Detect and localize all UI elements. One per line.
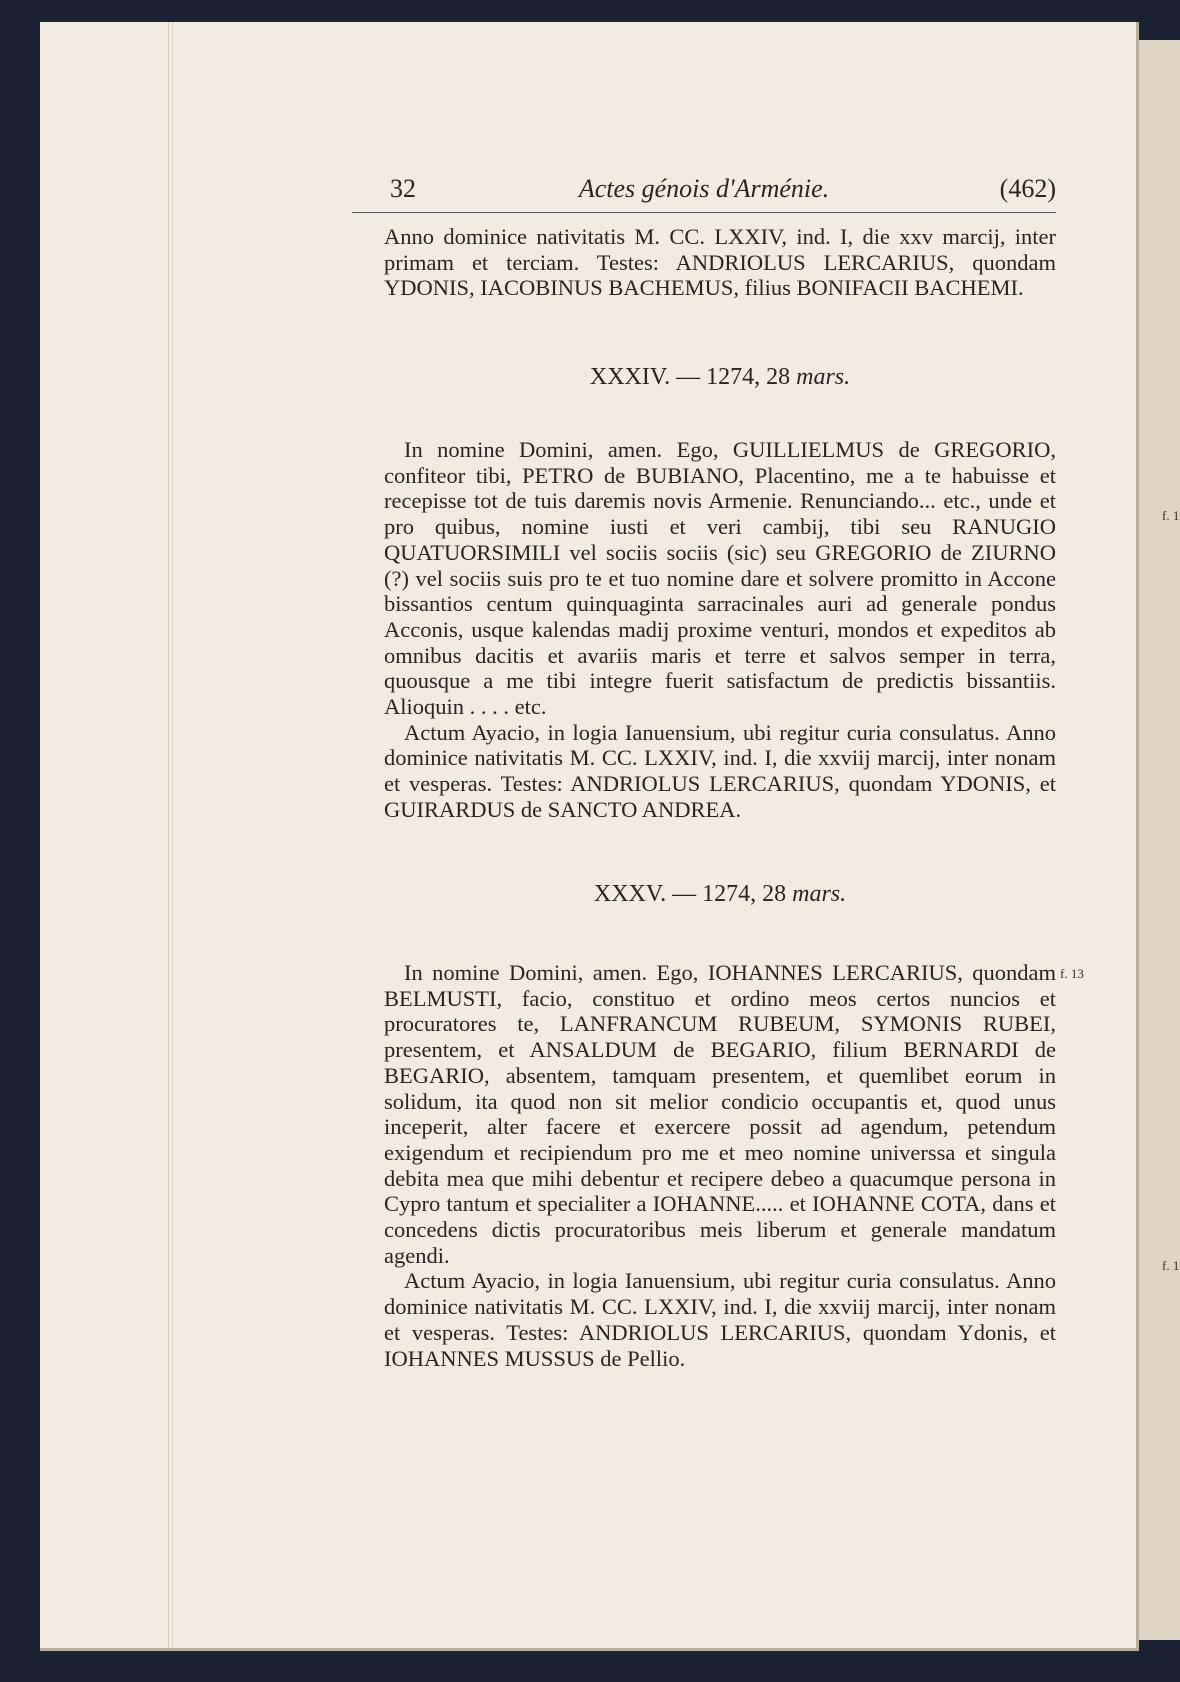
section-number-date: XXXV. — 1274, 28 (593, 881, 787, 907)
original-page-number: (462) (999, 174, 1056, 203)
running-title: Actes génois d'Arménie. (578, 174, 830, 203)
section-month: mars. (792, 881, 847, 907)
page-number: 32 (390, 174, 416, 203)
section-month: mars. (796, 364, 851, 390)
intro-paragraph: Anno dominice nativitatis M. CC. LXXIV, ind. I, die xxv marcij, inter primam et terciam. Testes: ANDRIOLUS LERCARIUS, quondam YDONIS, IACOBINUS BACHEMUS, filius BONIFACII BACHEMI. (384, 224, 1056, 301)
margin-folio-note: f. 13 (1060, 966, 1084, 981)
actum-paragraph: Actum Ayacio, in logia Ianuensium, ubi regitur curia consulatus. Anno dominice nativitatis M. CC. LXXIV, ind. I, die xxviij marcij, inter nonam et vesperas. Testes: ANDRIOLUS LERCARIUS, quondam YDONIS, et GUIRARDUS de SANCTO ANDREA. (384, 719, 1056, 822)
deed-paragraph: In nomine Domini, amen. Ego, GUILLIELMUS de GREGORIO, confiteor tibi, PETRO de BUBIANO, Placentino, me a te habuisse et recepisse tot de tuis daremis novis Armenie. Renunciando... etc., unde et pro quibus, nomine iusti et veri cambij, tibi seu RANUGIO QUATUORSIMILI vel sociis sociis (sic) seu GREGORIO de ZIURNO (?) vel sociis suis pro te et tuo nomine dare et solvere promitto in Accone bissantios centum quinquaginta sarracinales auri ad generale pondus Acconis, usque kalendas madij proxime venturi, mondos et expeditos ab omnibus dacitis et avariis maris et terre et salvos semper in terra, quousque a me tibi integre fuerit satisfactum de predictis bissantiis. Alioquin . . . . etc. (384, 437, 1056, 720)
section-body (384, 437, 1056, 823)
section-body (384, 960, 1056, 1371)
deed-paragraph: In nomine Domini, amen. Ego, IOHANNES LERCARIUS, quondam BELMUSTI, facio, constituo et ordino meos certos nuncios et procuratores te, LANFRANCUM RUBEUM, SYMONIS RUBEI, presentem, et ANSALDUM de BEGARIO, filium BERNARDI de BEGARIO, absentem, tamquam presentem, et quemlibet eorum in solidum, ita quod non sit melior condicio occupantis et, quod unus inceperit, alter facere et exercere possit ad agendum, petendum exigendum et recipiendum pro me et meo nomine universsa et singula debita mea que mihi debentur et recipere debeo a quacumque persona in Cypro tantum et specialiter a IOHANNE..... et IOHANNE COTA, dans et concedens dictis procuratoribus meis liberum et generale mandatum agendi. (384, 960, 1056, 1268)
margin-folio-note: f. 1 (1162, 1258, 1180, 1273)
page-fold-line (168, 22, 169, 1648)
page-fold-line (172, 22, 173, 1648)
section-heading (384, 364, 1056, 391)
margin-folio-note: f. 1 (1162, 508, 1180, 523)
running-head (352, 170, 1056, 213)
intro-paragraph-block (384, 224, 1056, 301)
actum-paragraph: Actum Ayacio, in logia Ianuensium, ubi regitur curia consulatus. Anno dominice nativitatis M. CC. LXXIV, ind. I, die xxviij marcij, inter nonam et vesperas. Testes: ANDRIOLUS LERCARIUS, quondam Ydonis, et IOHANNES MUSSUS de Pellio. (384, 1268, 1056, 1371)
section-number-date: XXXIV. — 1274, 28 (589, 364, 791, 390)
section-heading (384, 881, 1056, 908)
